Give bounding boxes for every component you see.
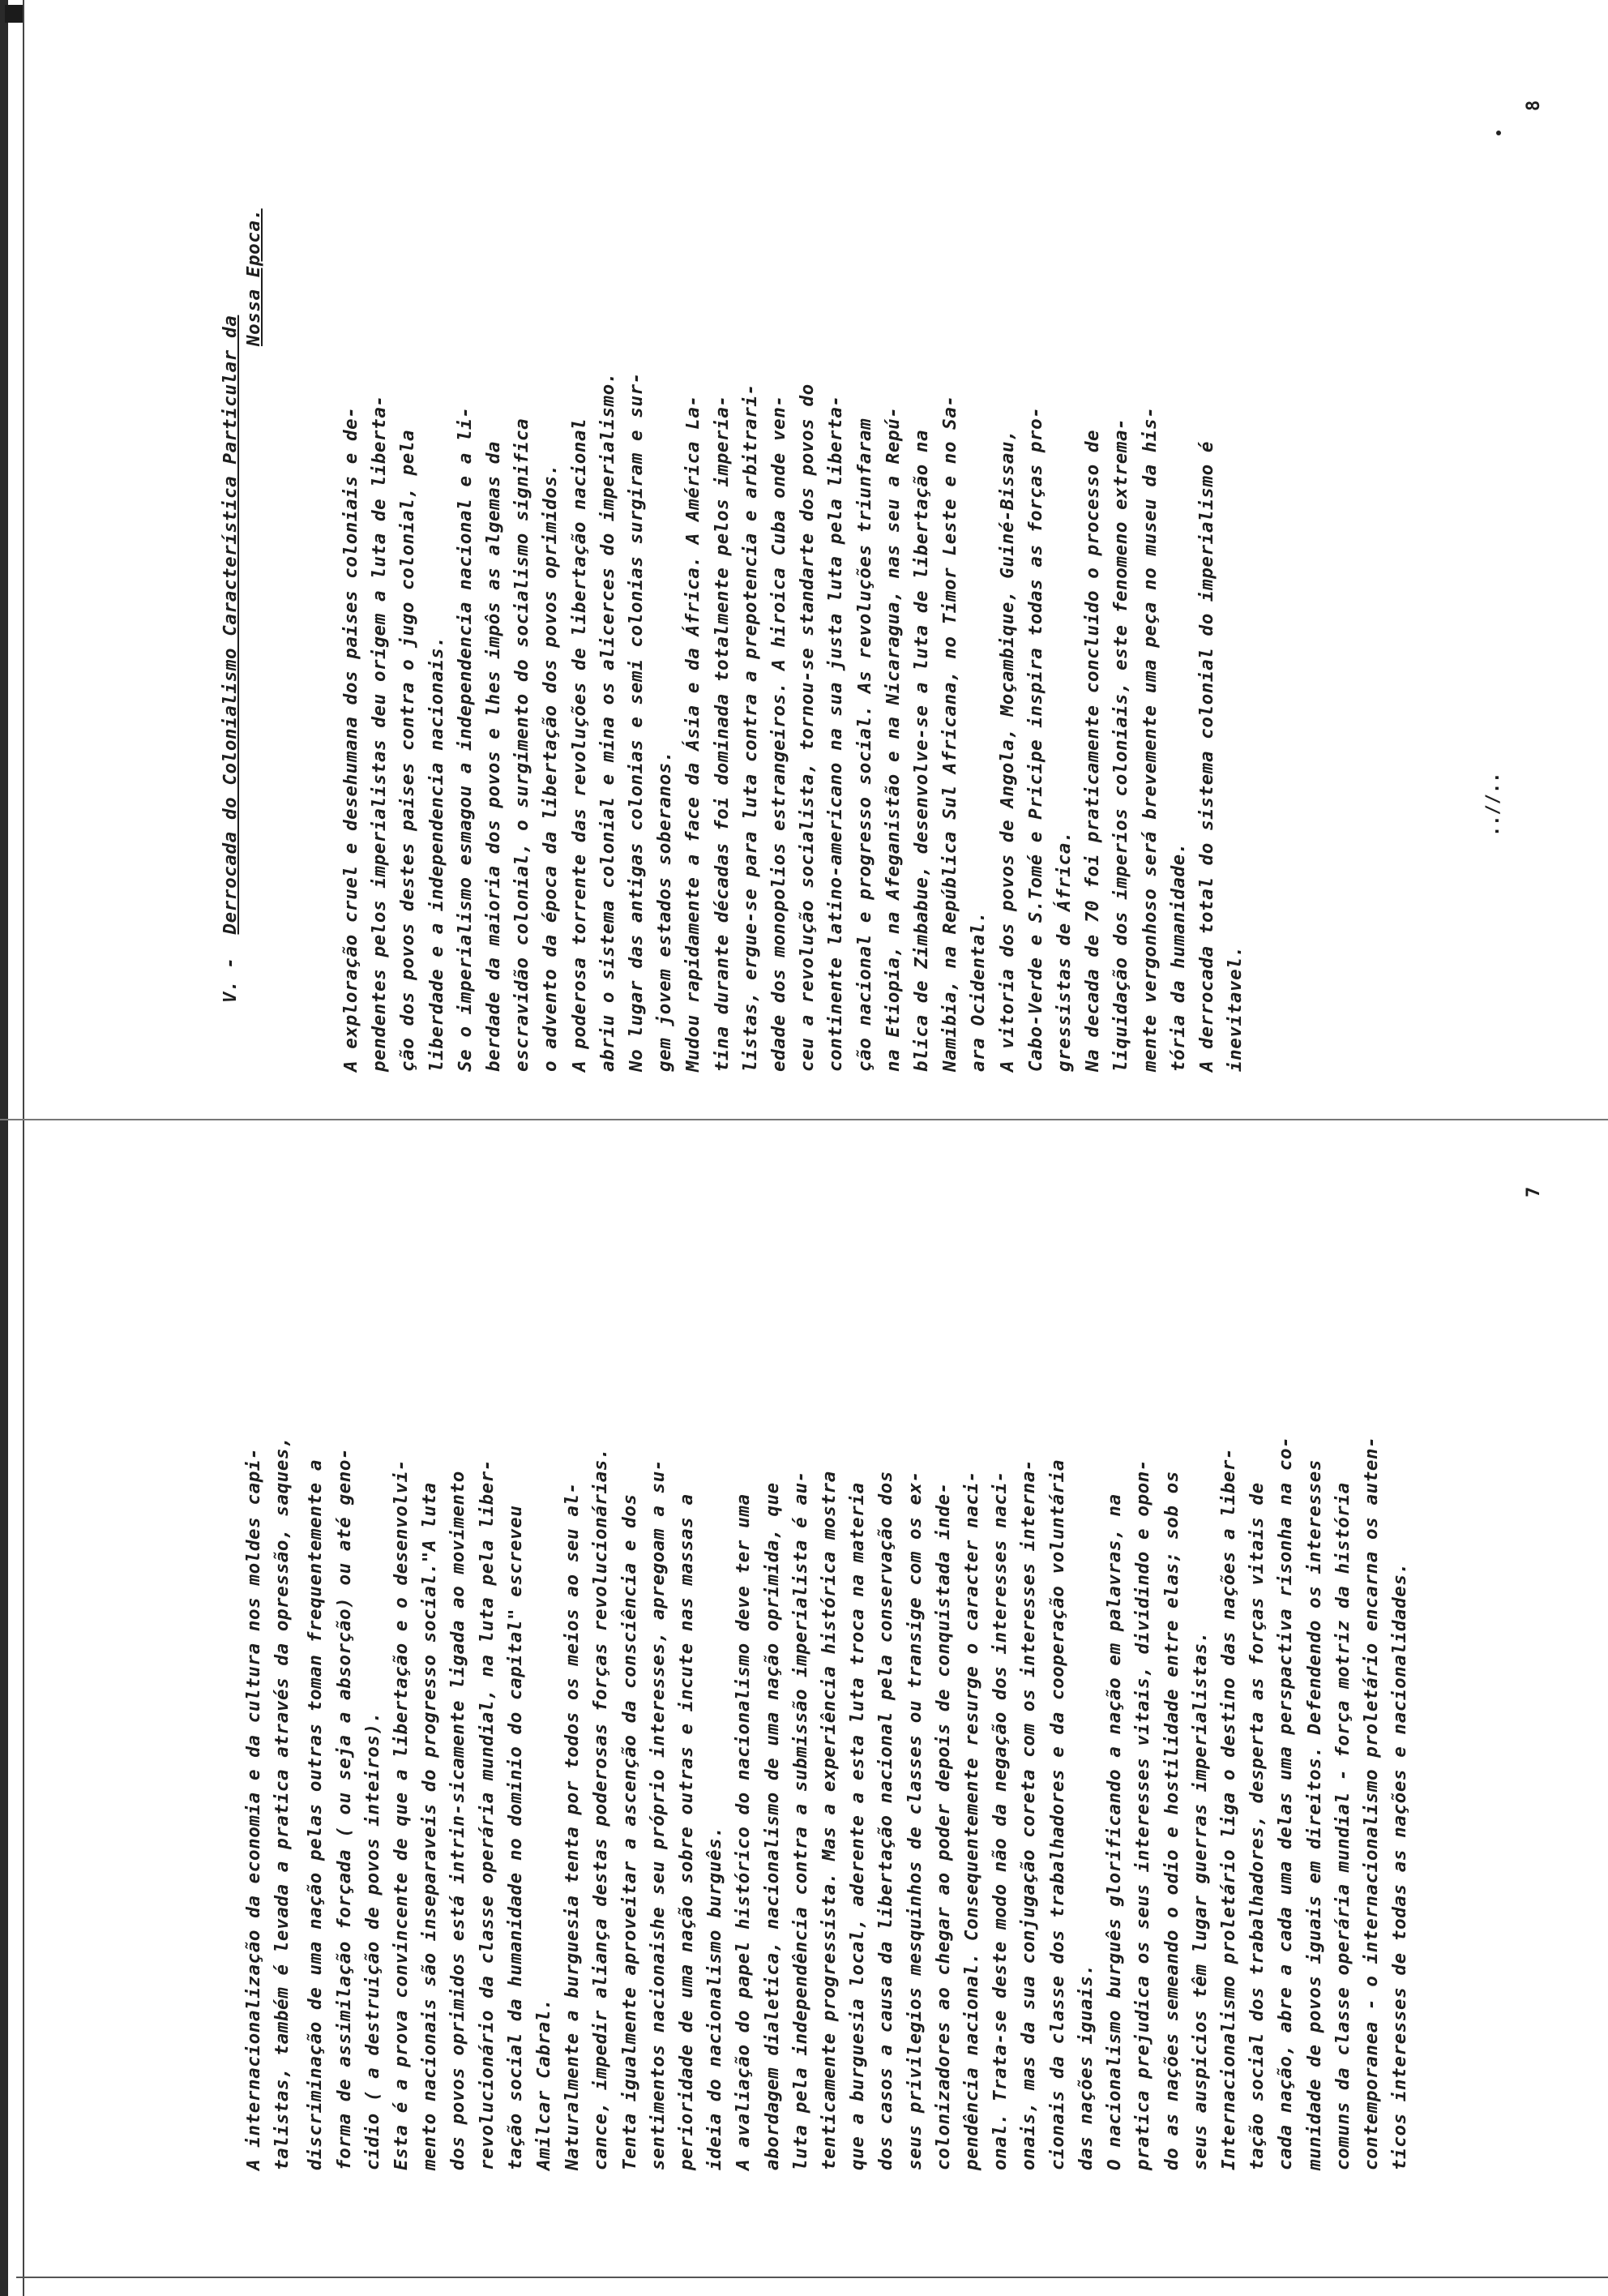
text-line: forma de assimilação forçada ( ou seja a absorção) ou até geno- — [333, 1447, 355, 2170]
text-line: tina durante décadas foi dominada totalmente pelos imperia- — [711, 395, 733, 1072]
text-line: ceu a revolução socialista, tornou-se standarte dos povos do — [797, 383, 819, 1072]
text-line: sentimentos nacionaishe seu próprio interesses, apregoam a su- — [647, 1459, 669, 2170]
text-line: Naturalmente a burguesia tenta por todos os meios ao seu al- — [562, 1482, 584, 2170]
text-line: do as nações semeando o odio e hostilidade entre elas; sob os — [1161, 1471, 1182, 2170]
page-7-body — [243, 1149, 1418, 2170]
text-line: luta pela independência contra a submissão imperialista é au- — [789, 1471, 811, 2170]
section-title-line2: Nossa Epoca. — [243, 208, 264, 346]
text-line: A poderosa torrente das revoluções de libertação nacional — [568, 418, 590, 1072]
section-heading — [199, 315, 262, 1072]
text-line: cance, impedir aliança destas poderosas forças revolucionárias. — [590, 1447, 612, 2170]
text-line: A vitoria dos povos de Angola, Moçambique, Guiné-Bissau, — [996, 429, 1018, 1072]
text-line: Tenta igualmente aproveitar a ascenção da consciência e dos — [618, 1493, 640, 2170]
text-line: ideia do nacionalismo burguês. — [704, 1826, 726, 2170]
text-line: A exploração cruel e desehumana dos paises coloniais e de- — [340, 406, 361, 1072]
text-line: berdade da maioria dos povos e lhes impôs as algemas da — [483, 440, 505, 1072]
text-line: abriu o sistema colonial e mina os alicerces do imperialismo. — [597, 372, 618, 1072]
text-line: o advento da época da libertação dos povos oprimidos. — [540, 464, 562, 1072]
text-line: listas, ergue-se para luta contra a prepotencia e arbitrari- — [739, 383, 761, 1072]
text-line: contemporanea - o internacionalismo proletário encarna os auten- — [1360, 1436, 1382, 2170]
text-line: ção nacional e progresso social. As revoluções triunfaram — [853, 418, 875, 1072]
text-line: cionais da classe dos trabalhadores e da cooperação voluntária — [1046, 1459, 1068, 2170]
text-line: onais, mas da sua conjugação coreta com os interesses interna- — [1018, 1459, 1040, 2170]
text-line: Se o imperialismo esmagou a independencia nacional e a li- — [454, 406, 476, 1072]
text-line: tação social da humanidade no dominio do capital" escreveu — [504, 1505, 526, 2170]
text-line: mento nacionais são inseparaveis do progresso social."A luta — [419, 1482, 441, 2170]
text-line: discriminação de uma nação pelas outras toman frequentemente a — [305, 1459, 327, 2170]
text-line: dos povos oprimidos está intrin-sicamente ligada ao movimento — [447, 1471, 469, 2170]
page-number-left: 7 — [1524, 1186, 1544, 1197]
text-line: inevitavel. — [1225, 945, 1247, 1072]
text-line: Esta é a prova convincente de que a libertação e o desenvolvi- — [391, 1459, 413, 2170]
text-line: gem jovem estados soberanos. — [654, 750, 676, 1072]
text-line: ção dos povos destes paises contra o jugo colonial, pela — [397, 429, 419, 1072]
text-line: Namibia, na República Sul Africana, no Timor Leste e no Sa- — [939, 395, 961, 1072]
text-line: talistas, também é levada a pratica através da opressão, saques, — [272, 1436, 293, 2170]
text-line: pendência nacional. Consequentemente resurge o caracter naci- — [961, 1471, 983, 2170]
text-line: das nações iguais. — [1075, 1964, 1097, 2170]
text-line: pratica prejudica os seus interesses vitais, dividindo e opon- — [1132, 1459, 1154, 2170]
text-line: gressistas de África. — [1054, 830, 1076, 1072]
text-line: Internacionalismo proletário liga o destino das nações a liber- — [1217, 1447, 1239, 2170]
text-line: tenticamente progressista. Mas a experiência histórica mostra — [819, 1471, 840, 2170]
text-line: A avaliação do papel histórico do nacionalismo deve ter uma — [733, 1493, 755, 2170]
text-line: ara Ocidental. — [968, 910, 990, 1072]
text-line: liquidação dos imperios coloniais, este fenomeno extrema- — [1110, 418, 1132, 1072]
text-line: edade dos monopolios estrangeiros. A hiroica Cuba onde ven- — [768, 395, 790, 1072]
text-line: O nacionalismo burguês glorificando a nação em palavras, na — [1104, 1493, 1126, 2170]
header-dot — [1496, 131, 1501, 135]
text-line: Na decada de 70 foi praticamente concluido o processo de — [1082, 429, 1104, 1072]
text-line: dos casos a causa da libertação nacional pela conservação dos — [875, 1471, 897, 2170]
text-line: No lugar das antigas colonias e semi colonias surgiram e sur- — [626, 372, 648, 1072]
text-line: que a burguesia local, aderente a esta luta troca na materia — [847, 1482, 869, 2170]
continuation-mark: ..//.. — [1483, 772, 1503, 837]
text-line: pendentes pelos imperialistas deu origem a luta de liberta- — [369, 395, 391, 1072]
text-line: munidade de povos iguais em direitos. Defendendo os interesses — [1303, 1459, 1325, 2170]
text-line: blica de Zimbabue, desenvolve-se a luta de libertação na — [911, 429, 933, 1072]
text-line: cada nação, abre a cada uma delas uma perspactiva risonha na co- — [1275, 1436, 1297, 2170]
text-line: na Etiopia, na Afeganistão e na Nicaragua, nas seu a Repú- — [882, 406, 904, 1072]
text-line: ticos interesses de todas as nações e nacionalidades. — [1389, 1562, 1411, 2170]
text-line: A internacionalização da economia e da cultura nos moldes capi- — [243, 1447, 264, 2170]
text-line: revolucionário da classe operária mundial, na luta pela liber- — [476, 1459, 498, 2170]
text-line: colonizadores ao chegar ao poder depois de conquistada inde- — [932, 1482, 954, 2170]
text-line: Cabo-Verde e S.Tomé e Pricipe inspira todas as forças pro- — [1024, 406, 1046, 1072]
text-line: mente vergonhoso será brevemente uma peça no museu da his- — [1139, 406, 1161, 1072]
text-line: tória da humanidade. — [1167, 842, 1189, 1072]
text-line: continente latino-americano na sua justa luta pela liberta- — [825, 395, 847, 1072]
page-number-right: 8 — [1524, 100, 1544, 111]
text-line: abordagem dialetica, nacionalismo de uma nação oprimida, que — [761, 1482, 783, 2170]
page-8-body — [340, 18, 1254, 1072]
text-line: Mudou rapidamente a face da Ásia e da África. A América La- — [682, 395, 704, 1072]
text-line: comuns da classe operária mundial - força motriz da história — [1332, 1482, 1354, 2170]
text-line: tação social dos trabalhadores, desperta as forças vitais de — [1247, 1482, 1268, 2170]
text-line: onal. Trata-se deste modo não da negação dos interesses naci- — [990, 1471, 1011, 2170]
text-line: seus auspicios têm lugar guerras imperialistas. — [1189, 1631, 1211, 2170]
text-line: A derrocada total do sistema colonial do imperialismo é — [1196, 440, 1218, 1072]
text-line: Amilcar Cabral. — [533, 1998, 555, 2170]
section-number: V. - — [220, 957, 241, 1004]
text-line: seus privilegios mesquinhos de classes ou transige com os ex- — [904, 1471, 926, 2170]
section-title-line1: Derrocada do Colonialismo Característica Particular da — [220, 315, 241, 935]
text-line: escravidão colonial, o surgimento do socialismo significa — [511, 418, 533, 1072]
text-line: cidio ( a destruição de povos inteiros). — [361, 1711, 383, 2170]
text-line: perioridade de uma nação sobre outras e incute nas massas a — [676, 1493, 698, 2170]
text-line: liberdade e a independencia nacionais. — [426, 636, 447, 1072]
